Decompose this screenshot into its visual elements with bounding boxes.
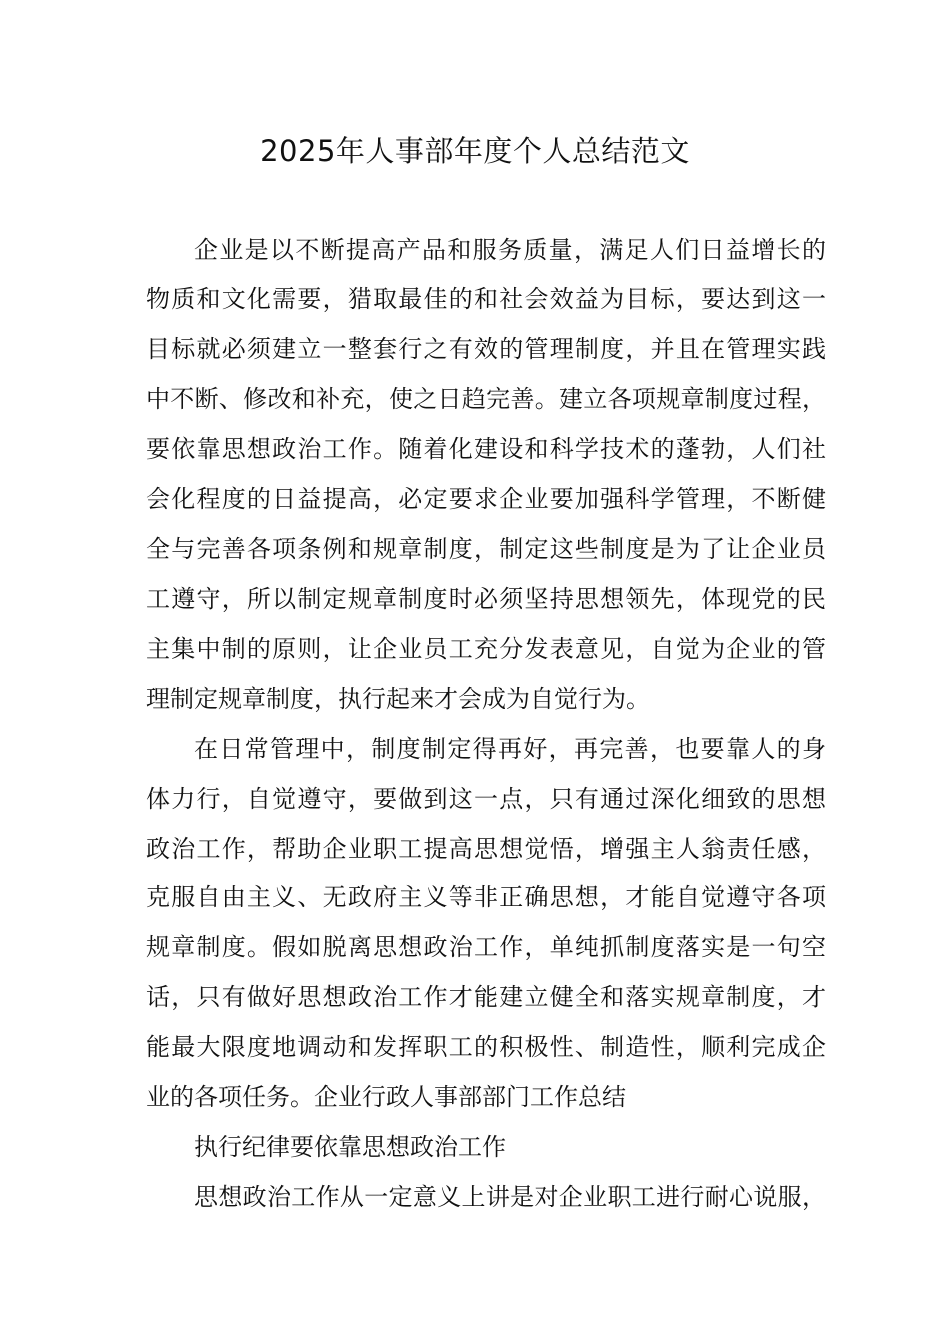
document-title: 2025年人事部年度个人总结范文 (260, 134, 690, 168)
paragraph-line: 会化程度的日益提高，必定要求企业要加强科学管理，不断健 (146, 485, 826, 513)
paragraph-line: 中不断、修改和补充，使之日趋完善。建立各项规章制度过程， (146, 385, 826, 413)
paragraph-line: 要依靠思想政治工作。随着化建设和科学技术的蓬勃，人们社 (146, 435, 826, 463)
paragraph-line: 克服自由主义、无政府主义等非正确思想，才能自觉遵守各项 (146, 883, 826, 911)
paragraph-line: 在日常管理中，制度制定得再好，再完善，也要靠人的身 (194, 735, 826, 763)
paragraph-line: 目标就必须建立一整套行之有效的管理制度，并且在管理实践 (146, 335, 826, 363)
paragraph-line: 能最大限度地调动和发挥职工的积极性、制造性，顺利完成企 (146, 1033, 826, 1061)
paragraph-line: 企业是以不断提高产品和服务质量，满足人们日益增长的 (194, 236, 826, 264)
section-heading: 执行纪律要依靠思想政治工作 (194, 1133, 506, 1161)
paragraph-line: 理制定规章制度，执行起来才会成为自觉行为。 (146, 685, 650, 713)
paragraph-line: 规章制度。假如脱离思想政治工作，单纯抓制度落实是一句空 (146, 933, 826, 961)
paragraph-line: 工遵守，所以制定规章制度时必须坚持思想领先，体现党的民 (146, 585, 826, 613)
paragraph-line: 体力行，自觉遵守，要做到这一点，只有通过深化细致的思想 (146, 785, 826, 813)
paragraph-line: 全与完善各项条例和规章制度，制定这些制度是为了让企业员 (146, 535, 826, 563)
paragraph-line: 物质和文化需要，猎取最佳的和社会效益为目标，要达到这一 (146, 285, 826, 313)
paragraph-line: 业的各项任务。企业行政人事部部门工作总结 (146, 1083, 626, 1111)
paragraph-line: 思想政治工作从一定意义上讲是对企业职工进行耐心说服， (194, 1183, 826, 1211)
paragraph-line: 话，只有做好思想政治工作才能建立健全和落实规章制度，才 (146, 983, 826, 1011)
paragraph-line: 政治工作，帮助企业职工提高思想觉悟，增强主人翁责任感， (146, 835, 826, 863)
paragraph-line: 主集中制的原则，让企业员工充分发表意见，自觉为企业的管 (146, 635, 826, 663)
